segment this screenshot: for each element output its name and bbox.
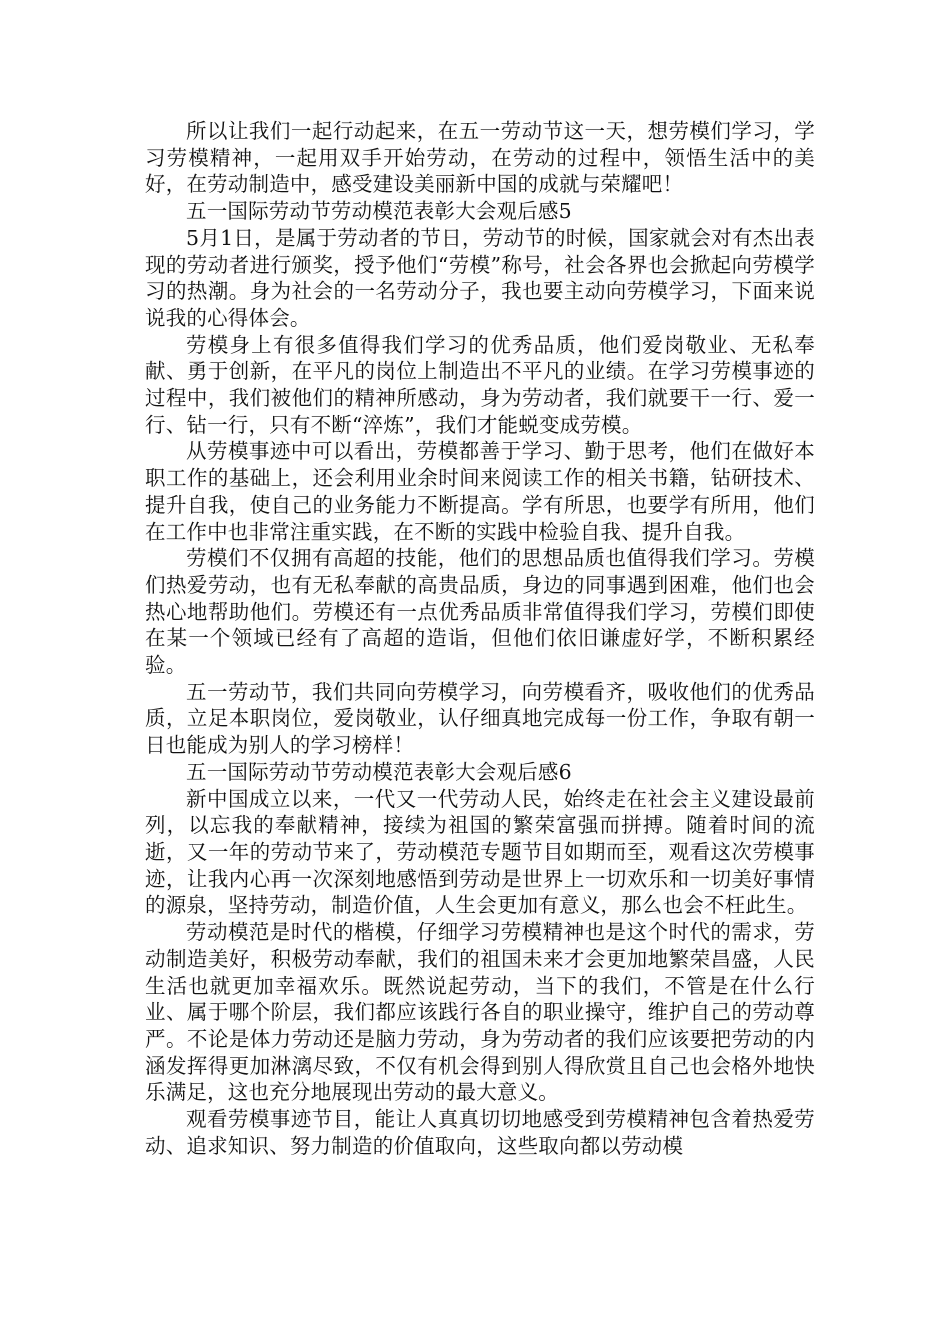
section-heading-6: 五一国际劳动节劳动模范表彰大会观后感6 — [186, 759, 572, 784]
document-body — [145, 118, 815, 1159]
paragraph-new-china: 新中国成立以来，一代又一代劳动人民，始终走在社会主义建设最前列，以忘我的奉献精神，接续为祖国的繁荣富强而拼搏。随着时间的流逝，又一年的劳动节来了，劳动模范专题节目如期而至，观看这次劳模事迹，让我内心再一次深刻地感悟到劳动是世界上一切欢乐和一切美好事情的源泉，坚持劳动，制造价值，人生会更加有意义，那么也会不枉此生。 — [145, 786, 815, 918]
paragraph-conclusion-5: 五一劳动节，我们共同向劳模学习，向劳模看齐，吸收他们的优秀品质，立足本职岗位，爱岗敬业，认仔细真地完成每一份工作，争取有朝一日也能成为别人的学习榜样！ — [145, 679, 815, 758]
paragraph-may-day-intro: 5月1日，是属于劳动者的节日，劳动节的时候，国家就会对有杰出表现的劳动者进行颁奖，授予他们“劳模”称号，社会各界也会掀起向劳模学习的热潮。身为社会的一名劳动分子，我也要主动向劳模学习，下面来说说我的心得体会。 — [145, 225, 815, 330]
paragraph-character: 劳模们不仅拥有高超的技能，他们的思想品质也值得我们学习。劳模们热爱劳动，也有无私奉献的高贵品质，身边的同事遇到困难，他们也会热心地帮助他们。劳模还有一点优秀品质非常值得我们学习，劳模们即使在某一个领域已经有了高超的造诣，但他们依旧谦虚好学，不断积累经验。 — [145, 546, 815, 678]
paragraph-model-qualities: 劳模身上有很多值得我们学习的优秀品质，他们爱岗敬业、无私奉献、勇于创新，在平凡的岗位上制造出不平凡的业绩。在学习劳模事迹的过程中，我们被他们的精神所感动，身为劳动者，我们就要干一行、爱一行、钻一行，只有不断“淬炼”，我们才能蜕变成劳模。 — [145, 332, 815, 437]
paragraph-watching-program: 观看劳模事迹节目，能让人真真切切地感受到劳模精神包含着热爱劳动、追求知识、努力制造的价值取向，这些取向都以劳动模 — [145, 1107, 815, 1158]
paragraph-closing-exhortation: 所以让我们一起行动起来，在五一劳动节这一天，想劳模们学习，学习劳模精神，一起用双手开始劳动，在劳动的过程中，领悟生活中的美好，在劳动制造中，感受建设美丽新中国的成就与荣耀吧！ — [145, 119, 815, 197]
paragraph-era-model: 劳动模范是时代的楷模，仔细学习劳模精神也是这个时代的需求，劳动制造美好，积极劳动奉献，我们的祖国未来才会更加地繁荣昌盛，人民生活也就更加幸福欢乐。既然说起劳动，当下的我们，不管是在什么行业、属于哪个阶层，我们都应该践行各自的职业操守，维护自己的劳动尊严。不论是体力劳动还是脑力劳动，身为劳动者的我们应该要把劳动的内涵发挥得更加淋漓尽致，不仅有机会得到别人得欣赏且自己也会格外地快乐满足，这也充分地展现出劳动的最大意义。 — [145, 920, 815, 1105]
section-heading-5: 五一国际劳动节劳动模范表彰大会观后感5 — [186, 199, 572, 224]
paragraph-learning-practice: 从劳模事迹中可以看出，劳模都善于学习、勤于思考，他们在做好本职工作的基础上，还会利用业余时间来阅读工作的相关书籍，钻研技术、提升自我，使自己的业务能力不断提高。学有所思，也要学有所用，他们在工作中也非常注重实践，在不断的实践中检验自我、提升自我。 — [145, 439, 815, 544]
